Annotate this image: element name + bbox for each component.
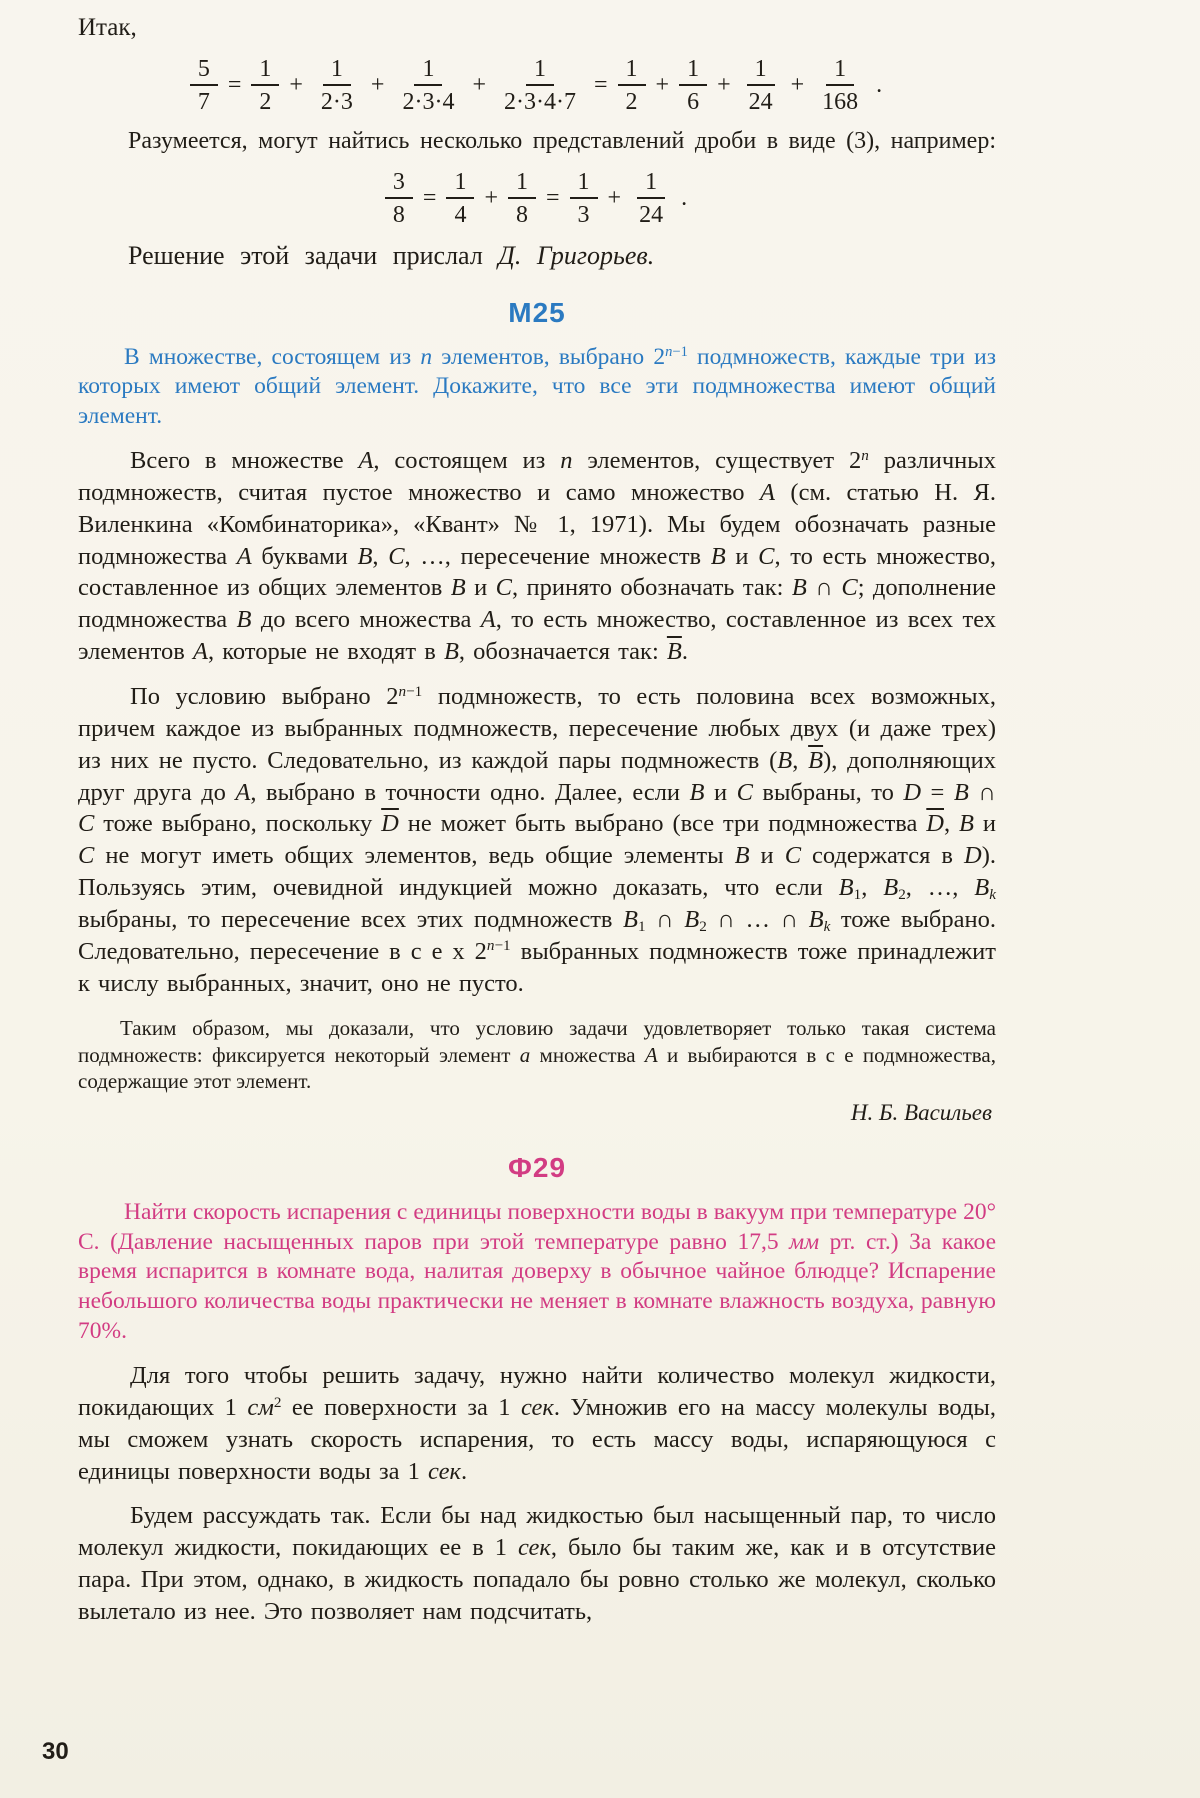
- f29-solution-paragraph-2: Будем рассуждать так. Если бы над жидкостью был насыщенный пар, то число молекул жидкости, покидающих ее в 1 сек, было бы таким же, как и в отсутствие пара. При этом, однако, в жидкость попадало бы ровно столько же молекул, сколько вылетало из нее. Это позволяет нам подсчитать,: [78, 1502, 997, 1625]
- italic-math-var: B: [953, 778, 969, 806]
- fraction-denominator: 6: [687, 89, 700, 116]
- math-operator: =: [546, 185, 560, 212]
- subscript: 1: [853, 886, 862, 904]
- italic-math-var: B: [734, 842, 750, 870]
- subscript: 1: [637, 918, 646, 936]
- italic-math-var: сек: [518, 1534, 551, 1562]
- subscript: 2: [898, 886, 906, 904]
- subscript: 2: [699, 918, 707, 936]
- math-operator: +: [289, 72, 303, 99]
- italic-math-var: B: [791, 574, 807, 602]
- formula-5-7-expansion: [78, 56, 996, 116]
- superscript: [861, 447, 869, 464]
- fraction-numerator: 1: [251, 56, 279, 86]
- overline-set-symbol: $\overline{B}$: [808, 746, 824, 774]
- fraction: [446, 169, 474, 229]
- math-operator: +: [370, 72, 385, 99]
- italic-math-var: B: [959, 810, 974, 838]
- intro-paragraph: Разумеется, могут найтись несколько представлений дроби в виде (3), например:: [128, 127, 996, 154]
- italic-math-var: Д. Григорьев.: [498, 240, 655, 270]
- problem-f29-statement: Найти скорость испарения с единицы поверхности воды в вакуум при температуре 20° С. (Давление насыщенных паров при этой температуре равно 17,5 мм рт. ст.) За какое время испарится в комнате вода, налитая доверху в обычное чайное блюдце? Испарение небольшого количества воды практически не меняет в комнате влажность воздуха, равную 70%.: [78, 1198, 996, 1345]
- italic-math-var: B: [808, 905, 824, 933]
- solution-credit: Решение этой задачи прислал Д. Григорьев.: [128, 240, 655, 270]
- italic-math-var: A: [236, 542, 252, 570]
- fraction-denominator: 2·3·4·7: [504, 89, 576, 116]
- italic-math-var: C: [758, 542, 775, 570]
- italic-math-var: B: [777, 746, 793, 774]
- italic-math-var: сек: [520, 1393, 554, 1421]
- subscript: [824, 918, 831, 935]
- page-number: 30: [42, 1738, 69, 1765]
- fraction: [631, 169, 671, 229]
- math-operator: +: [655, 72, 670, 99]
- italic-math-var: C: [388, 542, 405, 570]
- fraction-denominator: 2·3: [320, 89, 353, 116]
- italic-math-var: B: [838, 874, 854, 902]
- italic-math-var: n: [398, 682, 407, 700]
- page-content: [78, 14, 996, 1628]
- fraction: [313, 56, 361, 116]
- fraction-numerator: 5: [190, 56, 218, 86]
- italic-math-var: B: [883, 874, 899, 902]
- fraction: [679, 56, 707, 116]
- fraction-numerator: 1: [323, 56, 351, 86]
- math-operator: =: [593, 72, 608, 99]
- italic-math-var: n: [420, 343, 433, 370]
- math-operator: =: [422, 185, 437, 212]
- fraction-denominator: 4: [454, 202, 467, 229]
- math-operator: +: [484, 185, 498, 212]
- subscript: [989, 886, 996, 903]
- italic-math-var: a: [519, 1042, 531, 1067]
- problem-f29-heading: Ф29: [507, 1151, 567, 1183]
- math-operator: .: [876, 72, 883, 99]
- italic-math-var: n: [861, 446, 869, 464]
- overline-set-symbol: $\overline{B}$: [666, 638, 682, 666]
- italic-math-var: A: [644, 1042, 658, 1067]
- fraction-denominator: 7: [197, 89, 210, 116]
- fraction: [814, 56, 866, 116]
- fraction: [251, 56, 279, 116]
- italic-math-var: B: [443, 638, 459, 666]
- fraction-denominator: 3: [577, 202, 590, 229]
- formula-3-8-expansion: [78, 169, 996, 229]
- overline-set-symbol: $\overline{D}$: [381, 810, 399, 838]
- italic-math-var: A: [358, 447, 374, 475]
- italic-math-var: A: [193, 638, 208, 666]
- italic-math-var: n: [560, 447, 573, 475]
- math-operator: +: [472, 72, 486, 99]
- fraction-numerator: 1: [526, 56, 554, 86]
- fraction-denominator: 8: [392, 202, 405, 229]
- fraction: [394, 56, 462, 116]
- f29-solution-paragraph-1: Для того чтобы решить задачу, нужно найти количество молекул жидкости, покидающих 1 $см^2$ ее поверхности за 1 сек. Умножив его на массу молекулы воды, мы сможем узнать скорость испарения, то есть массу воды, испаряющуюся с единицы поверхности воды за 1 сек.: [78, 1362, 997, 1485]
- superscript: n−1: [398, 682, 423, 700]
- fraction-numerator: 1: [446, 169, 474, 199]
- fraction: [570, 169, 598, 229]
- fraction-numerator: 1: [414, 56, 442, 86]
- math-operator: .: [681, 185, 688, 212]
- italic-math-var: B: [236, 606, 252, 634]
- math-operator: +: [790, 72, 805, 99]
- italic-math-var: k: [823, 918, 831, 936]
- m25-solution-note: Таким образом, мы доказали, что условию задачи удовлетворяет только такая система подмножеств: фиксируется некоторый элемент a множества A и выбираются в с е подмножества, содержащие этот элемент.: [78, 1016, 996, 1094]
- italic-math-var: B: [974, 874, 990, 902]
- italic-math-var: D: [963, 842, 982, 870]
- italic-math-var: B: [684, 905, 700, 933]
- fraction-numerator: 3: [385, 169, 413, 199]
- fraction: [741, 56, 781, 116]
- math-operator: =: [227, 72, 242, 99]
- fraction: [496, 56, 584, 116]
- fraction: [508, 169, 536, 229]
- m25-solution-paragraph-2: По условию выбрано $2^{n-1}$ подмножеств, то есть половина всех возможных, причем каждое из выбранных подмножеств, пересечение любых двух (и даже трех) из них не пусто. Следовательно, из каждой пары подмножеств (B, $\overline{B}$), дополняющих друг друга до A, выбрано в точности одно. Далее, если B и C выбраны, то D = B ∩ C тоже выбрано, поскольку $\overline{D}$ не может быть выбрано (все три подмножества $\overline{D}$, B и C не могут иметь общих элементов, ведь общие элементы B и C содержатся в D). Пользуясь этим, очевидной индукцией можно доказать, что если B1, B2, …, Bk выбраны, то пересечение всех этих подмножеств B1 ∩ B2 ∩ … ∩ Bk тоже выбрано. Следовательно, пересечение в с е х $2^{n-1}$ выбранных подмножеств тоже принадлежит к числу выбранных, значит, оно не пусто.: [78, 682, 997, 997]
- italic-math-var: C: [78, 810, 95, 838]
- fraction-denominator: 2: [625, 89, 638, 116]
- fraction-numerator: 1: [747, 56, 775, 86]
- fraction: [385, 169, 413, 229]
- fraction-denominator: 168: [822, 89, 859, 116]
- fraction-numerator: 1: [679, 56, 707, 86]
- fraction: [190, 56, 218, 116]
- problem-m25-statement: В множестве, состоящем из n элементов, выбрано $2^{n-1}$ подмножеств, каждые три из которых имеют общий элемент. Докажите, что все эти подмножества имеют общий элемент.: [78, 343, 997, 430]
- italic-math-var: B: [450, 574, 466, 602]
- italic-math-var: A: [759, 478, 775, 506]
- author-signature: Н. Б. Васильев: [850, 1099, 992, 1125]
- italic-math-var: C: [736, 778, 753, 806]
- intro-lead: Итак,: [78, 14, 137, 41]
- fraction-numerator: 1: [508, 169, 536, 199]
- italic-math-var: D: [903, 778, 922, 806]
- italic-math-var: C: [495, 574, 512, 602]
- fraction-numerator: 1: [826, 56, 854, 86]
- italic-math-var: B: [357, 542, 373, 570]
- superscript: 2: [273, 1393, 282, 1411]
- italic-math-var: C: [841, 574, 858, 602]
- italic-math-var: мм: [789, 1228, 820, 1255]
- problem-m25-heading: М25: [508, 296, 566, 328]
- fraction-numerator: 1: [570, 169, 598, 199]
- italic-math-var: B: [710, 542, 726, 570]
- italic-math-var: k: [989, 886, 997, 904]
- math-operator: +: [607, 185, 622, 212]
- overline-set-symbol: $\overline{D}$: [926, 810, 944, 838]
- italic-math-var: A: [480, 606, 496, 634]
- fraction-denominator: 24: [639, 202, 664, 229]
- fraction-denominator: 8: [516, 202, 528, 229]
- italic-math-var: A: [235, 778, 251, 806]
- math-operator: +: [717, 72, 731, 99]
- m25-solution-paragraph-1: Всего в множестве A, состоящем из n элементов, существует 2$^n$ различных подмножеств, считая пустое множество и само множество A (см. статью Н. Я. Виленкина «Комбинаторика», «Квант» № 1, 1971). Мы будем обозначать разные подмножества A буквами B, C, …, пересечение множеств B и C, то есть множество, составленное из общих элементов B и C, принято обозначать так: B ∩ C; дополнение подмножества B до всего множества A, то есть множество, составленное из всех тех элементов A, которые не входят в B, обозначается так: $\overline{B}$.: [78, 446, 997, 666]
- fraction: [618, 56, 646, 116]
- fraction-denominator: 24: [748, 89, 773, 116]
- italic-math-var: C: [78, 842, 95, 870]
- fraction-numerator: 1: [637, 169, 665, 199]
- italic-math-var: B: [622, 905, 638, 933]
- superscript: n−1: [665, 343, 688, 360]
- italic-math-var: n: [665, 343, 673, 360]
- superscript: n−1: [486, 937, 511, 955]
- fraction-denominator: 2: [259, 89, 272, 116]
- italic-math-var: см: [247, 1393, 274, 1421]
- italic-math-var: сек: [428, 1457, 461, 1485]
- fraction-numerator: 1: [618, 56, 646, 86]
- italic-math-var: C: [784, 842, 802, 870]
- fraction-denominator: 2·3·4: [402, 89, 455, 116]
- italic-math-var: B: [689, 778, 705, 806]
- italic-math-var: n: [486, 937, 495, 955]
